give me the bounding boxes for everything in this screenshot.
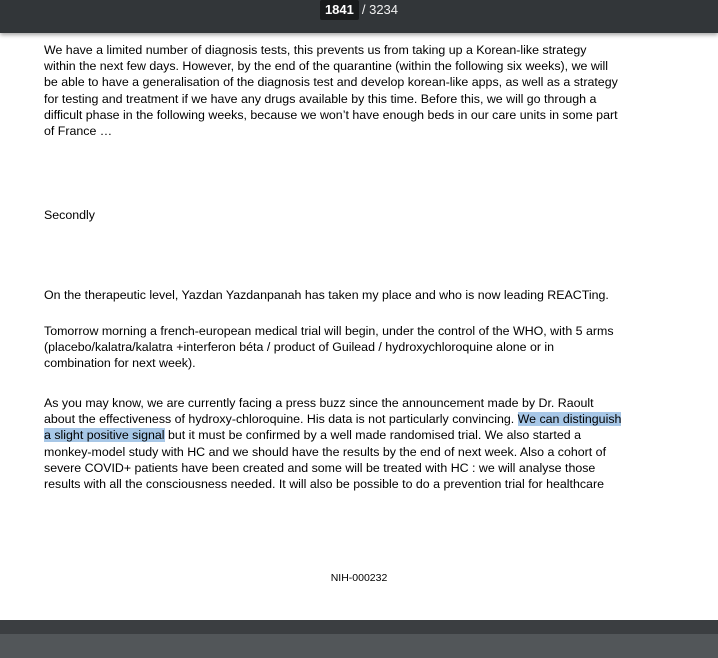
text-line — [44, 411, 684, 427]
page-indicator — [0, 0, 718, 22]
text-line: difficult phase in the following weeks, because we won’t have enough beds in our care units in some part — [44, 107, 618, 122]
text-line: As you may know, we are currently facing a press buzz since the announcement made by Dr. Raoult — [44, 396, 594, 410]
text-segment: but it must be confirmed by a well made randomised trial. We also started a — [164, 428, 581, 443]
page-total: / 3234 — [361, 2, 399, 17]
text-line: of France … — [44, 123, 113, 138]
paragraph-therapeutic — [44, 287, 684, 303]
text-line: monkey-model study with HC and we should have the results by the end of next week. Also a cohort of — [44, 444, 607, 459]
text-line — [44, 427, 684, 443]
text-line: results with all the consciousness needed. It will also be possible to do a prevention trial for healthcare — [44, 476, 604, 491]
paragraph-testing-strategy — [44, 42, 684, 139]
text-line: severe COVID+ patients have been created and some will be treated with HC : we will analyse those — [44, 460, 596, 475]
bates-number: NIH-000232 — [330, 572, 388, 584]
text-line: Tomorrow morning a french-european medical trial will begin, under the control of the WHO, with 5 arms — [44, 324, 614, 338]
paragraph-trial — [44, 323, 684, 372]
viewer-toolbar — [0, 0, 718, 33]
text-line: within the next few days. However, by the end of the quarantine (within the following six weeks), we will — [44, 59, 609, 74]
text-line: (placebo/kalatra/kalatra +interferon béta / product of Guilead / hydroxychloroquine alone or in — [44, 340, 555, 355]
paragraph-secondly — [44, 207, 684, 223]
text-line: We have a limited number of diagnosis tests, this prevents us from taking up a Korean-like strategy — [44, 43, 587, 57]
selected-text[interactable]: We can distinguish — [517, 412, 622, 427]
text-line: On the therapeutic level, Yazdan Yazdanpanah has taken my place and who is now leading REACTing. — [44, 288, 609, 302]
text-line: be able to have a generalisation of the diagnosis test and develop korean-like apps, as well as a strategy — [44, 75, 618, 90]
page-number-input[interactable]: 1841 — [320, 0, 359, 20]
selected-text[interactable]: a slight positive signal — [44, 428, 165, 443]
heading-secondly: Secondly — [44, 208, 95, 222]
text-segment: about the effectiveness of hydroxy-chloroquine. His data is not particularly convincing. — [44, 412, 518, 427]
text-line: for testing and treatment if we have any drugs available by this time. Before this, we will go through a — [44, 91, 597, 106]
next-page-edge — [0, 620, 718, 634]
text-line: combination for next week). — [44, 356, 196, 371]
paragraph-hydroxychloroquine — [44, 395, 684, 492]
